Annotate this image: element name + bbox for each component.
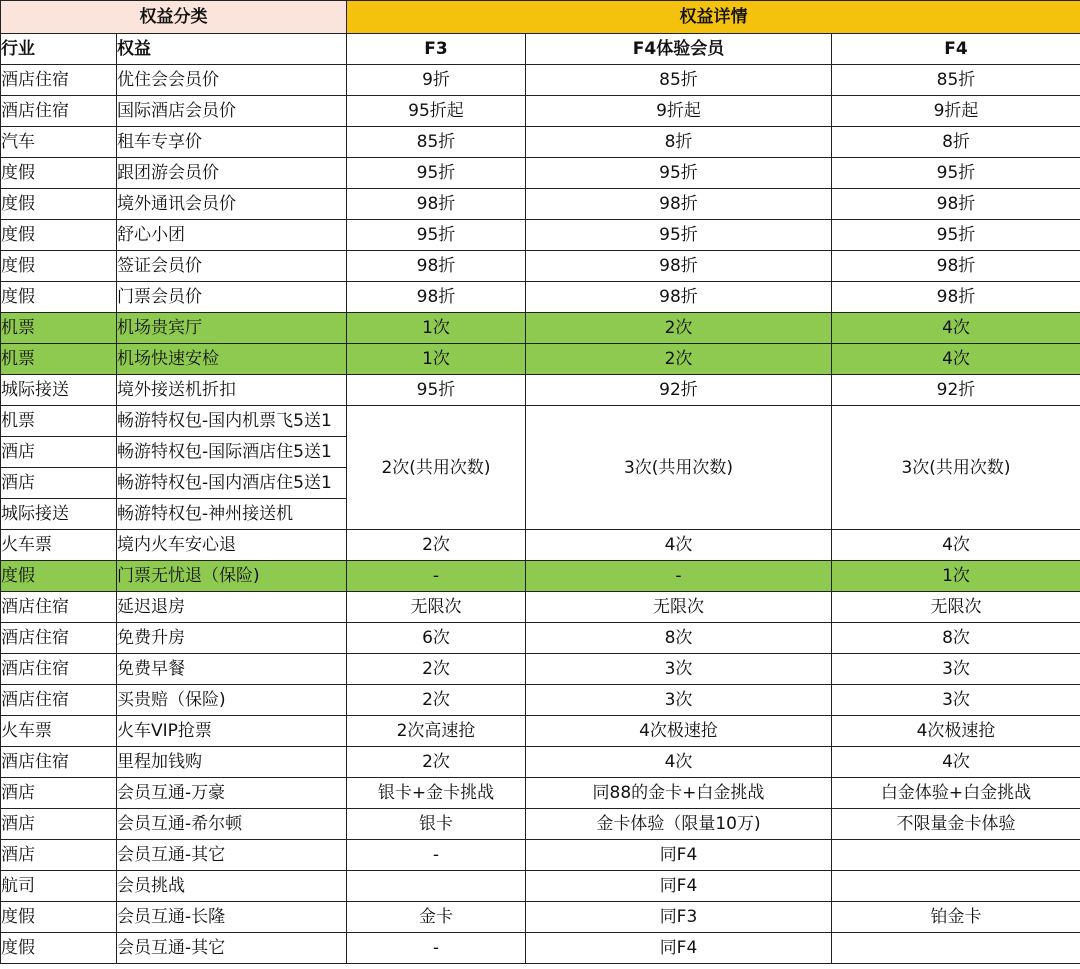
f4-cell: 98折	[832, 189, 1080, 220]
f4t-cell: 2次	[526, 313, 832, 344]
table-row	[1, 654, 1080, 685]
f4-cell: 95折	[832, 220, 1080, 251]
f3-cell: 98折	[347, 189, 526, 220]
table-row	[1, 933, 1080, 964]
f3-cell: -	[347, 561, 526, 592]
f4t-cell: 同88的金卡+白金挑战	[526, 778, 832, 809]
f3-cell: 95折	[347, 375, 526, 406]
f4-cell: 8折	[832, 127, 1080, 158]
col-benefit-header: 权益	[117, 34, 347, 65]
f4t-cell: 8折	[526, 127, 832, 158]
benefit-cell: 畅游特权包-国际酒店住5送1	[117, 437, 347, 468]
table-row	[1, 778, 1080, 809]
f3-cell: -	[347, 933, 526, 964]
f4-cell: 1次	[832, 561, 1080, 592]
f4t-cell: 同F4	[526, 840, 832, 871]
industry-cell: 酒店	[1, 809, 117, 840]
benefit-cell: 延迟退房	[117, 592, 347, 623]
industry-cell: 度假	[1, 220, 117, 251]
f3-cell: 1次	[347, 313, 526, 344]
f4t-cell: 98折	[526, 189, 832, 220]
table-row	[1, 530, 1080, 561]
f4-cell: 98折	[832, 251, 1080, 282]
f3-cell: 85折	[347, 127, 526, 158]
f4-cell: 8次	[832, 623, 1080, 654]
f3-cell: 9折	[347, 65, 526, 96]
f4-cell	[832, 933, 1080, 964]
industry-cell: 酒店住宿	[1, 65, 117, 96]
industry-cell: 酒店住宿	[1, 96, 117, 127]
f4-cell: 4次	[832, 530, 1080, 561]
industry-cell: 酒店住宿	[1, 747, 117, 778]
f4t-cell: 同F3	[526, 902, 832, 933]
industry-cell: 度假	[1, 189, 117, 220]
table-row	[1, 871, 1080, 902]
benefit-cell: 舒心小团	[117, 220, 347, 251]
industry-cell: 航司	[1, 871, 117, 902]
f3-cell: 2次	[347, 654, 526, 685]
table-row	[1, 158, 1080, 189]
table-row	[1, 623, 1080, 654]
f3-cell: 银卡	[347, 809, 526, 840]
industry-cell: 酒店住宿	[1, 623, 117, 654]
industry-cell: 机票	[1, 313, 117, 344]
f4-cell: 3次	[832, 654, 1080, 685]
group-header-row	[1, 1, 1080, 34]
f4t-cell: 无限次	[526, 592, 832, 623]
industry-cell: 度假	[1, 251, 117, 282]
benefit-cell: 门票无忧退（保险)	[117, 561, 347, 592]
f4-cell: 4次极速抢	[832, 716, 1080, 747]
benefit-cell: 畅游特权包-国内酒店住5送1	[117, 468, 347, 499]
industry-cell: 火车票	[1, 530, 117, 561]
industry-cell: 汽车	[1, 127, 117, 158]
industry-cell: 度假	[1, 902, 117, 933]
f4-cell	[832, 871, 1080, 902]
table-row	[1, 809, 1080, 840]
f4t-cell: 4次	[526, 747, 832, 778]
f4t-cell: 8次	[526, 623, 832, 654]
f4t-cell: 98折	[526, 251, 832, 282]
benefit-cell: 会员互通-其它	[117, 840, 347, 871]
benefit-cell: 租车专享价	[117, 127, 347, 158]
benefit-cell: 会员互通-长隆	[117, 902, 347, 933]
f4t-cell: 4次极速抢	[526, 716, 832, 747]
benefit-cell: 会员互通-万豪	[117, 778, 347, 809]
f3-cell: 95折	[347, 220, 526, 251]
industry-cell: 酒店	[1, 468, 117, 499]
table-row	[1, 127, 1080, 158]
f4-cell: 4次	[832, 313, 1080, 344]
f3-cell: 95折起	[347, 96, 526, 127]
industry-cell: 酒店住宿	[1, 592, 117, 623]
f4t-cell: 2次	[526, 344, 832, 375]
benefit-cell: 境外通讯会员价	[117, 189, 347, 220]
benefit-cell: 跟团游会员价	[117, 158, 347, 189]
industry-cell: 火车票	[1, 716, 117, 747]
f4t-cell: 金卡体验（限量10万)	[526, 809, 832, 840]
f4-cell: 不限量金卡体验	[832, 809, 1080, 840]
table-row	[1, 716, 1080, 747]
f4t-cell: 9折起	[526, 96, 832, 127]
industry-cell: 酒店住宿	[1, 685, 117, 716]
benefit-cell: 签证会员价	[117, 251, 347, 282]
f4-cell: 95折	[832, 158, 1080, 189]
f3-cell: 无限次	[347, 592, 526, 623]
benefit-cell: 火车VIP抢票	[117, 716, 347, 747]
table-row	[1, 592, 1080, 623]
benefit-detail-header: 权益详情	[347, 1, 1080, 34]
f4-cell: 4次	[832, 747, 1080, 778]
f4-cell: 9折起	[832, 96, 1080, 127]
industry-cell: 城际接送	[1, 499, 117, 530]
f4-cell: 白金体验+白金挑战	[832, 778, 1080, 809]
col-f4-trial-header: F4体验会员	[526, 34, 832, 65]
benefit-cell: 畅游特权包-国内机票飞5送1	[117, 406, 347, 437]
industry-cell: 度假	[1, 282, 117, 313]
f3-cell: 6次	[347, 623, 526, 654]
f3-cell: -	[347, 840, 526, 871]
industry-cell: 酒店	[1, 778, 117, 809]
f4t-cell: 85折	[526, 65, 832, 96]
merged-f4-cell: 3次(共用次数)	[832, 406, 1080, 530]
f4-cell: 85折	[832, 65, 1080, 96]
industry-cell: 度假	[1, 933, 117, 964]
f4t-cell: 92折	[526, 375, 832, 406]
benefit-cell: 免费早餐	[117, 654, 347, 685]
benefit-cell: 会员互通-希尔顿	[117, 809, 347, 840]
f4t-cell: 同F4	[526, 933, 832, 964]
benefit-cell: 门票会员价	[117, 282, 347, 313]
merged-f3-cell: 2次(共用次数)	[347, 406, 526, 530]
col-f3-header: F3	[347, 34, 526, 65]
f4-cell: 98折	[832, 282, 1080, 313]
industry-cell: 酒店	[1, 437, 117, 468]
f3-cell	[347, 871, 526, 902]
industry-cell: 机票	[1, 406, 117, 437]
f4t-cell: 3次	[526, 654, 832, 685]
table-row	[1, 902, 1080, 933]
industry-cell: 酒店	[1, 840, 117, 871]
f3-cell: 银卡+金卡挑战	[347, 778, 526, 809]
f4t-cell: 95折	[526, 158, 832, 189]
table-row	[1, 747, 1080, 778]
merged-f4t-cell: 3次(共用次数)	[526, 406, 832, 530]
col-industry-header: 行业	[1, 34, 117, 65]
table-row	[1, 282, 1080, 313]
benefit-cell: 里程加钱购	[117, 747, 347, 778]
f3-cell: 金卡	[347, 902, 526, 933]
table-row	[1, 344, 1080, 375]
table-row	[1, 840, 1080, 871]
benefit-cell: 会员互通-其它	[117, 933, 347, 964]
table-row	[1, 251, 1080, 282]
f4-cell	[832, 840, 1080, 871]
benefit-cell: 优住会会员价	[117, 65, 347, 96]
f4-cell: 4次	[832, 344, 1080, 375]
benefit-cell: 机场快速安检	[117, 344, 347, 375]
f4-cell: 无限次	[832, 592, 1080, 623]
benefit-cell: 国际酒店会员价	[117, 96, 347, 127]
f3-cell: 95折	[347, 158, 526, 189]
benefit-cell: 畅游特权包-神州接送机	[117, 499, 347, 530]
table-row	[1, 220, 1080, 251]
benefit-cell: 买贵赔（保险)	[117, 685, 347, 716]
table-row	[1, 375, 1080, 406]
benefit-cell: 境外接送机折扣	[117, 375, 347, 406]
f3-cell: 98折	[347, 282, 526, 313]
industry-cell: 机票	[1, 344, 117, 375]
f4t-cell: 4次	[526, 530, 832, 561]
col-f4-header: F4	[832, 34, 1080, 65]
table-row	[1, 685, 1080, 716]
f4t-cell: 98折	[526, 282, 832, 313]
table-row	[1, 65, 1080, 96]
table-row	[1, 189, 1080, 220]
industry-cell: 度假	[1, 158, 117, 189]
benefit-category-header: 权益分类	[1, 1, 347, 34]
f4t-cell: 同F4	[526, 871, 832, 902]
table-row	[1, 96, 1080, 127]
f3-cell: 2次	[347, 530, 526, 561]
table-row	[1, 561, 1080, 592]
f3-cell: 2次高速抢	[347, 716, 526, 747]
f4t-cell: -	[526, 561, 832, 592]
f3-cell: 1次	[347, 344, 526, 375]
table-row	[1, 406, 1080, 437]
industry-cell: 城际接送	[1, 375, 117, 406]
f4-cell: 92折	[832, 375, 1080, 406]
benefit-cell: 境内火车安心退	[117, 530, 347, 561]
column-header-row	[1, 34, 1080, 65]
f4-cell: 3次	[832, 685, 1080, 716]
industry-cell: 度假	[1, 561, 117, 592]
industry-cell: 酒店住宿	[1, 654, 117, 685]
f4t-cell: 3次	[526, 685, 832, 716]
f3-cell: 2次	[347, 685, 526, 716]
benefit-cell: 免费升房	[117, 623, 347, 654]
table-row	[1, 313, 1080, 344]
benefit-cell: 会员挑战	[117, 871, 347, 902]
f3-cell: 2次	[347, 747, 526, 778]
f4-cell: 铂金卡	[832, 902, 1080, 933]
f4t-cell: 95折	[526, 220, 832, 251]
f3-cell: 98折	[347, 251, 526, 282]
benefit-cell: 机场贵宾厅	[117, 313, 347, 344]
